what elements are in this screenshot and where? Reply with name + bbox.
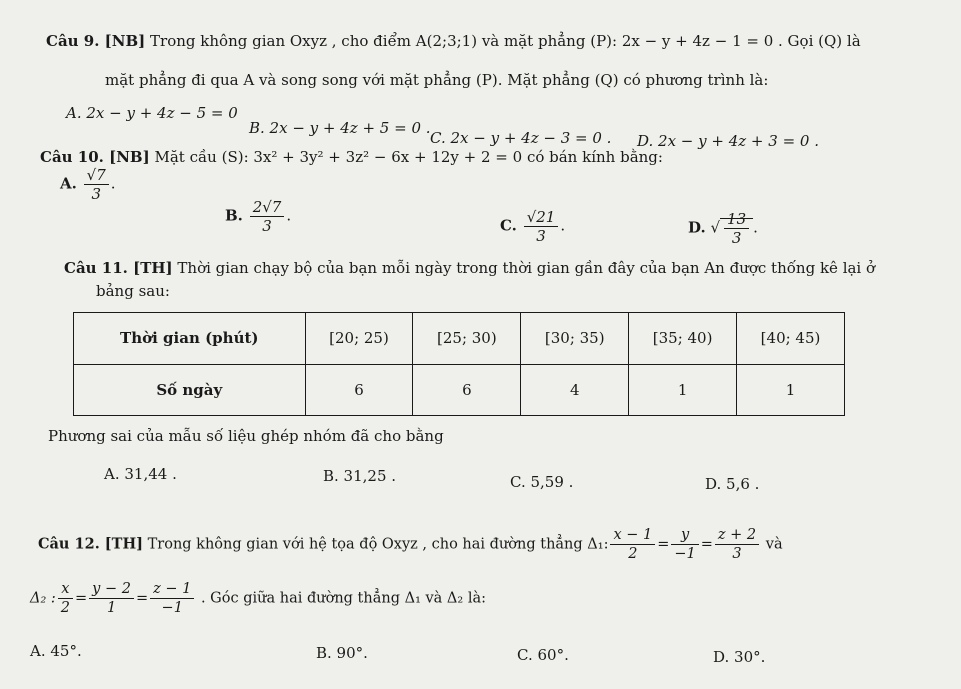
sqrt-icon: √ <box>710 218 721 237</box>
table-cell: [35; 40) <box>629 313 737 365</box>
q9-stem-line1: Trong không gian Oxyz , cho điểm A(2;3;1) và mặt phẳng (P): 2x − y + 4z − 1 = 0 . Gọi (Q) là <box>150 32 861 50</box>
q12-d1-fraction-3: $\frac{z + 2}{3}$ <box>715 526 759 563</box>
q9-line1 <box>46 31 861 51</box>
q12-d1-fraction-1: $\frac{x - 1}{2}$ <box>610 526 655 563</box>
q12-line1: Câu 12. [TH] Trong không gian với hệ tọa độ Oxyz , cho hai đường thẳng Δ₁: $\frac{x - 1}{2}$ = $\frac{y}{-1}$ = $\frac{z + 2}{3}$ và <box>38 527 783 562</box>
q9-option-c: C. 2x − y + 4z − 3 = 0 . <box>430 129 612 147</box>
q10-a-fraction: $\frac{√7}{3}$ <box>84 166 109 203</box>
q11-stem-line2: bảng sau: <box>96 282 170 300</box>
q12-option-b: B. 90°. <box>316 644 368 662</box>
q10-b-fraction: $\frac{2√7}{3}$ <box>250 198 285 235</box>
table-row <box>74 313 845 365</box>
q12-d1-fraction-2: $\frac{y}{-1}$ <box>671 526 698 563</box>
q12-stem: Trong không gian với hệ tọa độ Oxyz , cho hai đường thẳng Δ₁: <box>147 536 609 553</box>
q11-option-d: D. 5,6 . <box>705 475 760 493</box>
q9-label: Câu 9. [NB] <box>46 32 146 50</box>
q12-stem-tail: . Góc giữa hai đường thẳng Δ₁ và Δ₂ là: <box>200 590 486 607</box>
q10-label: Câu 10. [NB] <box>40 148 150 166</box>
table-header-cell: Số ngày <box>74 364 306 416</box>
q10-stem: Mặt cầu (S): 3x² + 3y² + 3z² − 6x + 12y + 2 = 0 có bán kính bằng: <box>154 148 663 166</box>
q10-d-fraction: $\frac{13}{3}$ <box>724 210 749 247</box>
table-row <box>74 364 845 416</box>
q10-c-fraction: $\frac{√21}{3}$ <box>524 208 559 245</box>
table-header-cell: Thời gian (phút) <box>74 313 306 365</box>
q10-option-a: A. $\frac{√7}{3}$ . <box>60 166 116 203</box>
q12-d2-fraction-3: $\frac{z - 1}{-1}$ <box>150 580 194 617</box>
table-cell: 1 <box>629 364 737 416</box>
q9-stem-line2: mặt phẳng đi qua A và song song với mặt phẳng (P). Mặt phẳng (Q) có phương trình là: <box>105 71 769 89</box>
q12-option-a: A. 45°. <box>30 642 82 660</box>
table-cell: [30; 35) <box>521 313 629 365</box>
q11-option-b: B. 31,25 . <box>323 467 397 485</box>
q10-option-b: B. $\frac{2√7}{3}$ . <box>225 198 292 235</box>
table-cell: [25; 30) <box>413 313 521 365</box>
q11-label: Câu 11. [TH] <box>64 259 173 277</box>
q12-option-c: C. 60°. <box>517 646 569 664</box>
q11-stem-line1: Thời gian chạy bộ của bạn mỗi ngày trong thời gian gần đây của bạn An được thống kê lại ở <box>177 259 876 277</box>
q11-question: Phương sai của mẫu số liệu ghép nhóm đã cho bằng <box>48 427 444 445</box>
q12-line2: Δ₂ : $\frac{x}{2}$ = $\frac{y - 2}{1}$ = $\frac{z - 1}{-1}$ . Góc giữa hai đường thẳng Δ₁ và Δ₂ là: <box>30 581 486 616</box>
q12-d2-fraction-2: $\frac{y - 2}{1}$ <box>89 580 134 617</box>
q10-option-d: D. √ $\frac{13}{3}$ . <box>688 210 758 247</box>
q12-and: và <box>765 536 783 553</box>
q9-option-b: B. 2x − y + 4z + 5 = 0 . <box>249 119 431 137</box>
q11-frequency-table <box>73 312 845 416</box>
q12-d2-fraction-1: $\frac{x}{2}$ <box>58 580 73 617</box>
q11-option-c: C. 5,59 . <box>510 473 574 491</box>
q12-label: Câu 12. [TH] <box>38 535 144 553</box>
table-cell: 6 <box>305 364 413 416</box>
table-cell: [40; 45) <box>737 313 845 365</box>
q12-d2-label: Δ₂ : <box>30 590 56 607</box>
q11-line1 <box>64 258 875 278</box>
q12-option-d: D. 30°. <box>713 648 766 666</box>
table-cell: 4 <box>521 364 629 416</box>
table-cell: 1 <box>737 364 845 416</box>
q10-option-c: C. $\frac{√21}{3}$ . <box>500 208 566 245</box>
q10-line <box>40 147 663 167</box>
table-cell: 6 <box>413 364 521 416</box>
q9-option-d: D. 2x − y + 4z + 3 = 0 . <box>637 132 819 150</box>
table-cell: [20; 25) <box>305 313 413 365</box>
q9-option-a: A. 2x − y + 4z − 5 = 0 <box>66 104 238 122</box>
q11-option-a: A. 31,44 . <box>104 465 177 483</box>
